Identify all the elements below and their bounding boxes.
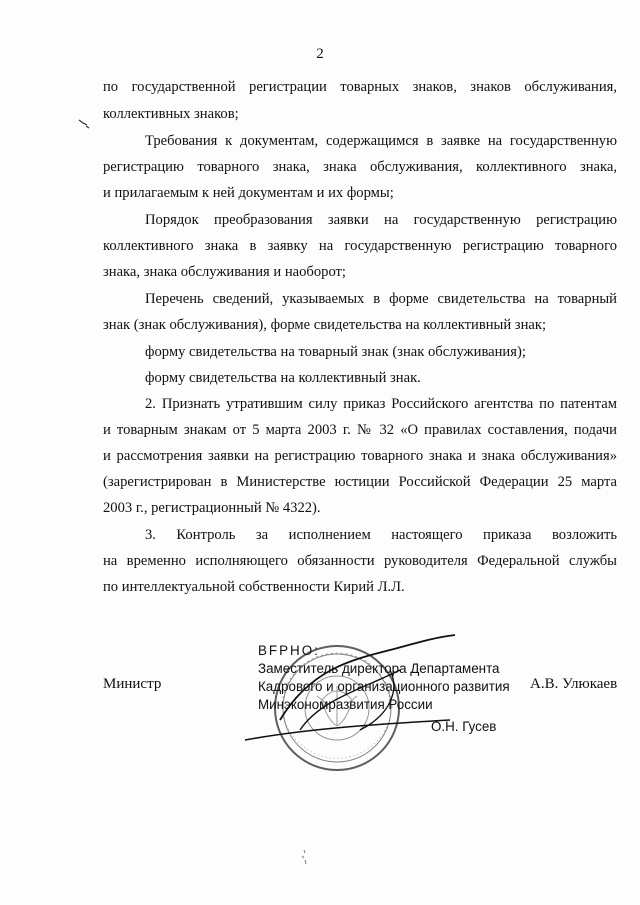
text-line: Порядок преобразования заявки на государственную регистрацию	[145, 212, 617, 228]
text-line: и рассмотрения заявки на регистрацию товарного знака и знака обслуживания»	[103, 448, 617, 464]
text-line: знак (знак обслуживания), форме свидетельства на коллективный знак;	[103, 317, 547, 333]
text-line: на временно исполняющего обязанности руководителя Федеральной службы	[103, 553, 617, 569]
text-line: 2003 г., регистрационный № 4322).	[103, 500, 321, 516]
signatory-position: Министр	[103, 676, 162, 692]
certification-block	[258, 643, 518, 793]
scan-speck	[78, 118, 92, 130]
text-line: Требования к документам, содержащимся в заявке на государственную	[145, 133, 617, 149]
text-line: регистрацию товарного знака, знака обслуживания, коллективного знака,	[103, 159, 617, 175]
text-line: коллективного знака в заявку на государственную регистрацию товарного	[103, 238, 617, 254]
text-line: форму свидетельства на товарный знак (знак обслуживания);	[145, 344, 526, 360]
text-line: знака, знака обслуживания и наоборот;	[103, 264, 346, 280]
text-line: 2. Признать утратившим силу приказ Российского агентства по патентам	[145, 396, 617, 412]
certifier-name: О.Н. Гусев	[431, 719, 497, 734]
text-line: по государственной регистрации товарных знаков, знаков обслуживания,	[103, 79, 617, 95]
certification-mark: ВFРНО:	[258, 643, 320, 658]
text-line: форму свидетельства на коллективный знак.	[145, 370, 421, 386]
certification-line: Кадрового и организационного развития	[258, 679, 510, 694]
text-line: по интеллектуальной собственности Кирий Л.Л.	[103, 579, 405, 595]
signatory-name: А.В. Улюкаев	[530, 676, 618, 692]
text-line: и прилагаемым к ней документам и их формы;	[103, 185, 394, 201]
certification-line: Минэкономразвития России	[258, 697, 433, 712]
certification-line: Заместитель директора Департамента	[258, 661, 500, 676]
text-line: Перечень сведений, указываемых в форме свидетельства на товарный	[145, 291, 617, 307]
text-line: коллективных знаков;	[103, 106, 239, 122]
text-line: 3. Контроль за исполнением настоящего приказа возложить	[145, 527, 617, 543]
text-line: (зарегистрирован в Министерстве юстиции Российской Федерации 25 марта	[103, 474, 617, 490]
scan-speck	[298, 848, 312, 868]
page-number: 2	[316, 46, 324, 62]
text-line: и товарным знакам от 5 марта 2003 г. № 32 «О правилах составления, подачи	[103, 422, 617, 438]
